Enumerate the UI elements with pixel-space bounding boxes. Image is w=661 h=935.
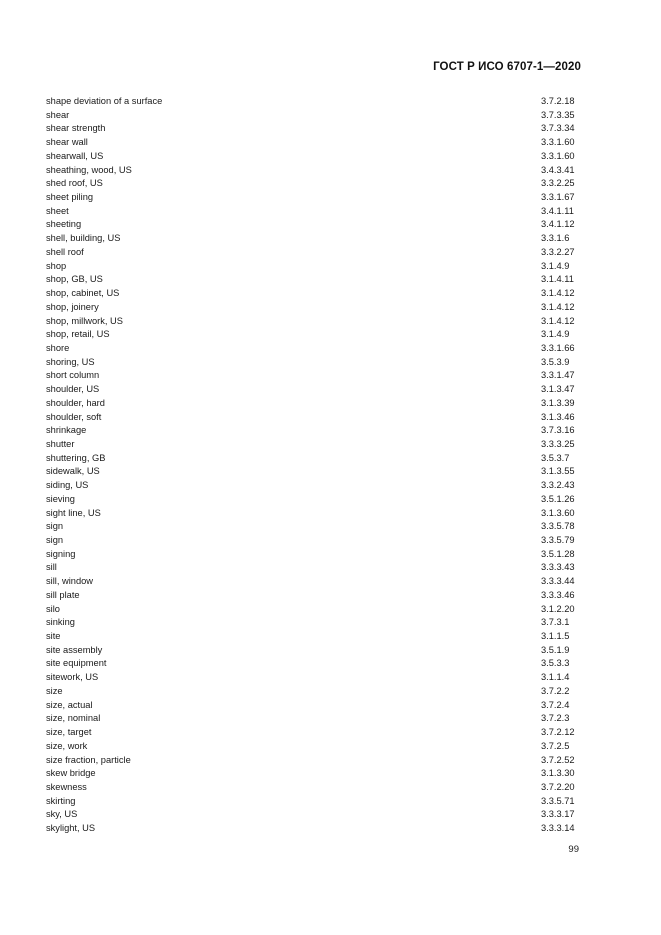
index-entry (46, 712, 580, 726)
index-term: sight line, US (46, 507, 101, 518)
index-term: shop, millwork, US (46, 315, 123, 326)
index-reference: 3.3.3.25 (541, 438, 575, 449)
index-term: silo (46, 603, 60, 614)
index-reference: 3.5.3.7 (541, 452, 570, 463)
index-entry (46, 287, 580, 301)
index-term: shop, GB, US (46, 274, 103, 285)
index-entry (46, 754, 580, 768)
index-reference: 3.7.2.52 (541, 754, 575, 765)
index-entry (46, 644, 580, 658)
index-entry (46, 164, 580, 178)
index-term: site equipment (46, 658, 107, 669)
index-reference: 3.7.2.12 (541, 727, 575, 738)
index-entry (46, 548, 580, 562)
index-reference: 3.1.3.30 (541, 768, 575, 779)
index-reference: 3.7.2.5 (541, 740, 570, 751)
index-term: shop, retail, US (46, 329, 110, 340)
index-entry (46, 616, 580, 630)
index-reference: 3.3.5.79 (541, 535, 575, 545)
index-reference: 3.7.2.2 (541, 685, 570, 696)
index-term: shell, building, US (46, 233, 121, 244)
index-entry (46, 465, 580, 479)
index-term: shoring, US (46, 356, 95, 367)
index-reference: 3.1.2.20 (541, 603, 575, 614)
index-entry (46, 822, 580, 836)
index-term: shop, cabinet, US (46, 288, 120, 299)
page-number: 99 (568, 844, 579, 855)
index-term: sieving (46, 493, 75, 504)
index-reference: 3.3.1.47 (541, 370, 575, 381)
index-reference: 3.3.1.66 (541, 342, 575, 353)
index-reference: 3.3.3.17 (541, 809, 575, 820)
index-reference: 3.5.3.9 (541, 356, 570, 367)
index-reference: 3.1.3.47 (541, 384, 575, 395)
index-term: short column (46, 370, 100, 381)
index-term: sill, window (46, 576, 94, 587)
index-term: site (46, 631, 61, 642)
index-reference: 3.1.3.60 (541, 507, 575, 518)
index-entry (46, 122, 580, 136)
index-term: size (46, 685, 63, 696)
index-entry (46, 328, 580, 342)
index-reference: 3.4.3.41 (541, 164, 575, 175)
index-reference: 3.1.3.46 (541, 411, 575, 422)
index-term: sky, US (46, 809, 78, 820)
index-term: sign (46, 521, 64, 532)
index-term: skew bridge (46, 768, 96, 779)
index-reference: 3.1.3.55 (541, 466, 575, 477)
index-entry (46, 150, 580, 164)
index-reference: 3.7.2.20 (541, 781, 575, 792)
index-reference: 3.3.1.67 (541, 192, 575, 203)
index-term: shear strength (46, 123, 106, 134)
index-term: shore (46, 342, 70, 353)
index-term: shop (46, 260, 67, 271)
index-entry (46, 342, 580, 356)
index-entry (46, 356, 580, 370)
index-reference: 3.3.1.6 (541, 233, 570, 244)
index-term: shuttering, GB (46, 452, 106, 463)
index-entry (46, 315, 580, 329)
index-term: shoulder, hard (46, 397, 105, 408)
index-entry (46, 191, 580, 205)
index-entry (46, 438, 580, 452)
index-term: size, target (46, 727, 92, 738)
index-entry (46, 246, 580, 260)
index-term: shearwall, US (46, 150, 104, 161)
index-term: shutter (46, 438, 75, 449)
index-reference: 3.7.3.35 (541, 109, 575, 120)
index-term: sheet piling (46, 192, 94, 203)
index-entry (46, 671, 580, 685)
index-entry (46, 397, 580, 411)
index-entry (46, 136, 580, 150)
index-reference: 3.5.1.28 (541, 548, 575, 559)
index-term: size, work (46, 740, 88, 751)
index-reference: 3.3.3.46 (541, 589, 575, 600)
index-reference: 3.1.1.5 (541, 631, 570, 642)
index-term: size, nominal (46, 713, 101, 724)
index-term: shed roof, US (46, 178, 103, 189)
index-term: sill (46, 562, 57, 573)
index-term: sign (46, 535, 64, 545)
index-term: sheeting (46, 219, 82, 230)
index-reference: 3.1.1.4 (541, 672, 570, 683)
index-reference: 3.5.3.3 (541, 658, 570, 669)
index-term: shoulder, US (46, 384, 100, 395)
index-entry (46, 781, 580, 795)
index-term: shear wall (46, 137, 88, 148)
index-term: shrinkage (46, 425, 87, 436)
index-term: sitework, US (46, 672, 99, 683)
index-reference: 3.7.2.4 (541, 699, 570, 710)
index-term: shear (46, 109, 70, 120)
index-reference: 3.3.2.43 (541, 480, 575, 491)
index-entry (46, 205, 580, 219)
index-entry (46, 685, 580, 699)
index-entry (46, 795, 580, 809)
index-entry (46, 507, 580, 521)
index-reference: 3.3.3.14 (541, 823, 575, 834)
index-term: skirting (46, 795, 76, 806)
index-reference: 3.4.1.12 (541, 219, 575, 230)
index-reference: 3.5.1.26 (541, 493, 575, 504)
index-entry (46, 452, 580, 466)
index-list (46, 95, 580, 836)
index-entry (46, 603, 580, 617)
index-entry (46, 301, 580, 315)
index-reference: 3.3.3.44 (541, 576, 575, 587)
index-reference: 3.1.4.9 (541, 260, 570, 271)
index-reference: 3.7.3.1 (541, 617, 570, 628)
index-reference: 3.4.1.11 (541, 205, 574, 216)
index-reference: 3.1.3.39 (541, 397, 575, 408)
index-entry (46, 589, 580, 603)
index-reference: 3.3.5.78 (541, 521, 575, 532)
index-reference: 3.3.5.71 (541, 795, 575, 806)
index-entry (46, 411, 580, 425)
index-reference: 3.3.2.27 (541, 246, 575, 257)
index-reference: 3.7.2.3 (541, 713, 570, 724)
index-entry (46, 218, 580, 232)
index-reference: 3.1.4.11 (541, 274, 574, 285)
index-reference: 3.3.1.60 (541, 150, 575, 161)
index-entry (46, 95, 580, 109)
index-entry (46, 493, 580, 507)
index-entry (46, 726, 580, 740)
index-entry (46, 273, 580, 287)
index-term: siding, US (46, 480, 89, 491)
index-entry (46, 232, 580, 246)
index-entry (46, 383, 580, 397)
index-reference: 3.1.4.12 (541, 288, 575, 299)
index-reference: 3.1.4.9 (541, 329, 570, 340)
index-reference: 3.3.1.60 (541, 137, 575, 148)
index-reference: 3.7.3.34 (541, 123, 575, 134)
index-term: skylight, US (46, 823, 96, 834)
index-term: sidewalk, US (46, 466, 100, 477)
index-term: shop, joinery (46, 301, 99, 312)
index-term: shell roof (46, 246, 84, 257)
index-entry (46, 369, 580, 383)
index-reference: 3.5.1.9 (541, 644, 570, 655)
index-reference: 3.1.4.12 (541, 301, 575, 312)
index-term: sheathing, wood, US (46, 164, 132, 175)
index-term: sinking (46, 617, 75, 628)
index-entry (46, 260, 580, 274)
index-reference: 3.3.2.25 (541, 178, 575, 189)
index-entry (46, 424, 580, 438)
index-term: size fraction, particle (46, 754, 131, 765)
index-term: size, actual (46, 699, 93, 710)
index-entry (46, 657, 580, 671)
index-term: signing (46, 548, 76, 559)
index-entry (46, 575, 580, 589)
index-entry (46, 767, 580, 781)
index-term: site assembly (46, 644, 103, 655)
index-reference: 3.7.3.16 (541, 425, 575, 436)
index-entry (46, 699, 580, 713)
index-reference: 3.1.4.12 (541, 315, 575, 326)
index-entry (46, 109, 580, 123)
index-term: shape deviation of a surface (46, 96, 163, 106)
document-header: ГОСТ Р ИСО 6707-1—2020 (433, 61, 581, 73)
index-entry (46, 561, 580, 575)
index-term: sheet (46, 205, 69, 216)
index-entry (46, 808, 580, 822)
index-entry (46, 630, 580, 644)
index-term: sill plate (46, 589, 80, 600)
index-term: shoulder, soft (46, 411, 102, 422)
index-entry (46, 740, 580, 754)
index-entry (46, 534, 580, 548)
index-entry (46, 520, 580, 534)
index-entry (46, 177, 580, 191)
index-term: skewness (46, 781, 87, 792)
index-reference: 3.3.3.43 (541, 562, 575, 573)
index-reference: 3.7.2.18 (541, 96, 575, 106)
index-entry (46, 479, 580, 493)
